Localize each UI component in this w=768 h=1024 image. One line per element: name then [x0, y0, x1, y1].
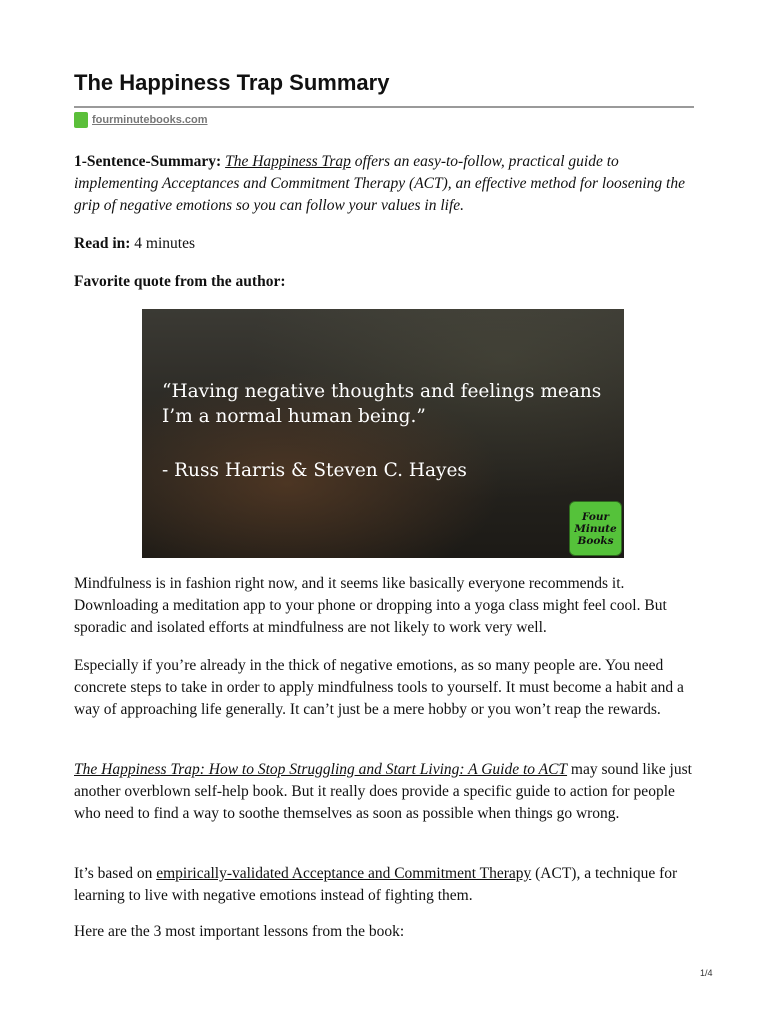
four-minute-books-logo: Four Minute Books	[569, 501, 622, 556]
book-title-link[interactable]: The Happiness Trap	[225, 153, 351, 170]
quote-author: - Russ Harris & Steven C. Hayes	[162, 460, 467, 481]
quote-image	[142, 309, 624, 558]
page-title: The Happiness Trap Summary	[74, 70, 390, 95]
lessons-intro: Here are the 3 most important lessons from the book:	[74, 923, 405, 940]
body-paragraph-3: The Happiness Trap: How to Stop Struggling and Start Living: A Guide to ACT may sound like just another overblown self-help book. But it really does provide a specific guide to action for people who need to find a way to soothe themselves as soon as possible when things go wrong.	[74, 761, 692, 822]
source-attribution	[74, 112, 208, 128]
body-paragraph-2: Especially if you’re already in the thick of negative emotions, as so many people are. You need concrete steps to take in order to apply mindfulness tools to yourself. It must become a habit and a way of approaching life generally. It can’t just be a mere hobby or you won’t reap the rewards.	[74, 657, 684, 718]
quote-text: “Having negative thoughts and feelings means I’m a normal human being.”	[162, 381, 602, 427]
source-link[interactable]: fourminutebooks.com	[92, 114, 208, 126]
full-book-title-link[interactable]: The Happiness Trap: How to Stop Struggling and Start Living: A Guide to ACT	[74, 761, 568, 778]
body-paragraph-1: Mindfulness is in fashion right now, and it seems like basically everyone recommends it. Downloading a meditation app to your phone or dropping into a yoga class might feel cool. But sporadic and isolated efforts at mindfulness are not likely to work very well.	[74, 575, 667, 636]
page-number: 1/4	[700, 968, 713, 978]
summary-label: 1-Sentence-Summary:	[74, 153, 222, 170]
site-logo-icon	[74, 112, 88, 128]
title-divider	[74, 106, 694, 108]
one-sentence-summary	[74, 151, 694, 217]
read-in-value: 4 minutes	[130, 235, 196, 252]
read-in-label: Read in:	[74, 235, 131, 252]
favorite-quote-heading: Favorite quote from the author:	[74, 273, 286, 290]
summary-text: offers an easy-to-follow, practical guide to implementing Acceptances and Commitment Therapy (ACT), an effective method for loosening the grip of negative emotions so you can follow your values in life.	[74, 153, 685, 214]
act-link[interactable]: empirically-validated Acceptance and Commitment Therapy	[156, 865, 532, 882]
body-paragraph-4: It’s based on empirically-validated Acceptance and Commitment Therapy (ACT), a technique for learning to live with negative emotions instead of fighting them.	[74, 865, 678, 904]
read-time	[74, 233, 694, 255]
